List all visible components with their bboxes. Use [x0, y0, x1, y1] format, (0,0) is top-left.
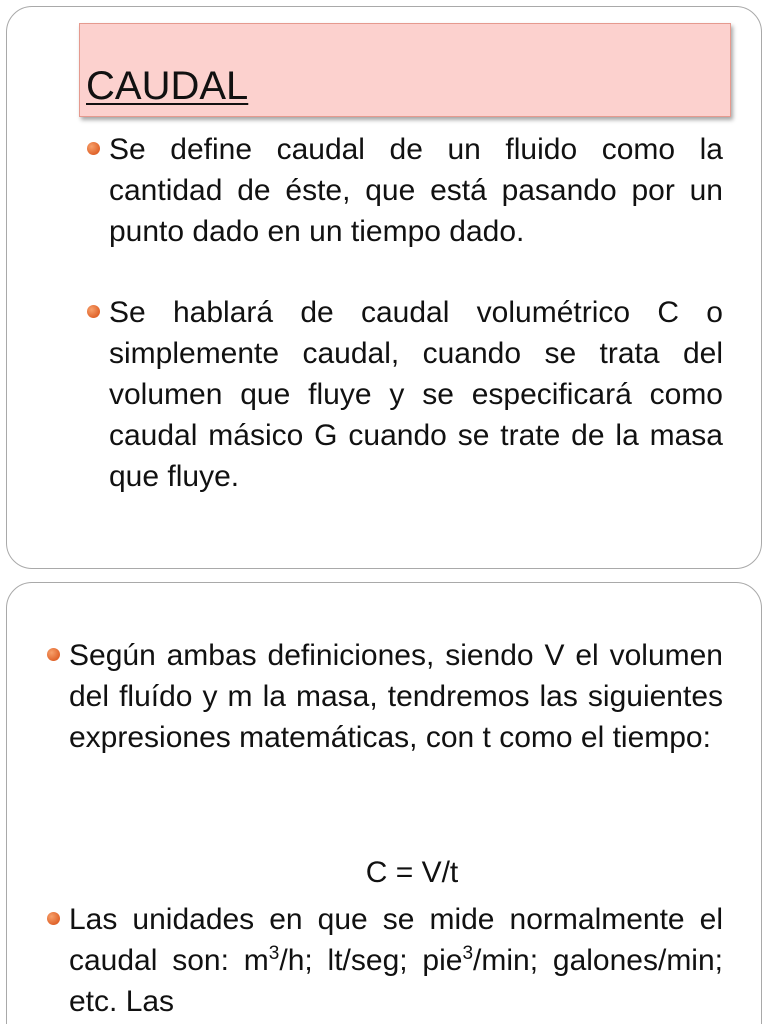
slide-caudal-expressions — [6, 582, 762, 1024]
bullet-list — [47, 635, 723, 758]
units-text-part1: Las unidades en que se mide normalmente el caudal son: m — [69, 903, 723, 977]
units-superscript: 3 — [462, 943, 474, 964]
bullet-dot-icon — [87, 305, 100, 318]
slide-caudal-definition — [6, 6, 762, 569]
bullet-dot-icon — [87, 142, 100, 155]
units-text-part2: /h; lt/seg; pie — [279, 944, 463, 977]
bullet-dot-icon — [47, 648, 60, 661]
bullet-item — [87, 292, 723, 497]
bullet-text: Según ambas definiciones, siendo V el volumen del fluído y m la masa, tendremos las siguientes expresiones matemáticas, con t como el tiempo: — [69, 639, 723, 754]
bullet-text: Se hablará de caudal volumétrico C o simplemente caudal, cuando se trata del volumen que fluye y se especificará como caudal másico G cuando se trate de la masa que fluye. — [109, 296, 723, 493]
bullet-list-units — [47, 899, 723, 1022]
title-box — [79, 23, 731, 117]
slide-title: CAUDAL — [86, 64, 249, 108]
units-superscript: 3 — [268, 943, 280, 964]
bullet-text: Se define caudal de un fluido como la cantidad de éste, que está pasando por un punto dado en un tiempo dado. — [109, 133, 723, 248]
bullet-item — [87, 129, 723, 252]
bullet-item-units — [47, 899, 723, 1022]
bullet-dot-icon — [47, 912, 60, 925]
bullet-list — [87, 129, 723, 497]
formula-caudal: C = V/t — [365, 856, 459, 889]
units-text-part3: /min; galones/min; etc. Las — [69, 944, 723, 1018]
bullet-item — [47, 635, 723, 758]
